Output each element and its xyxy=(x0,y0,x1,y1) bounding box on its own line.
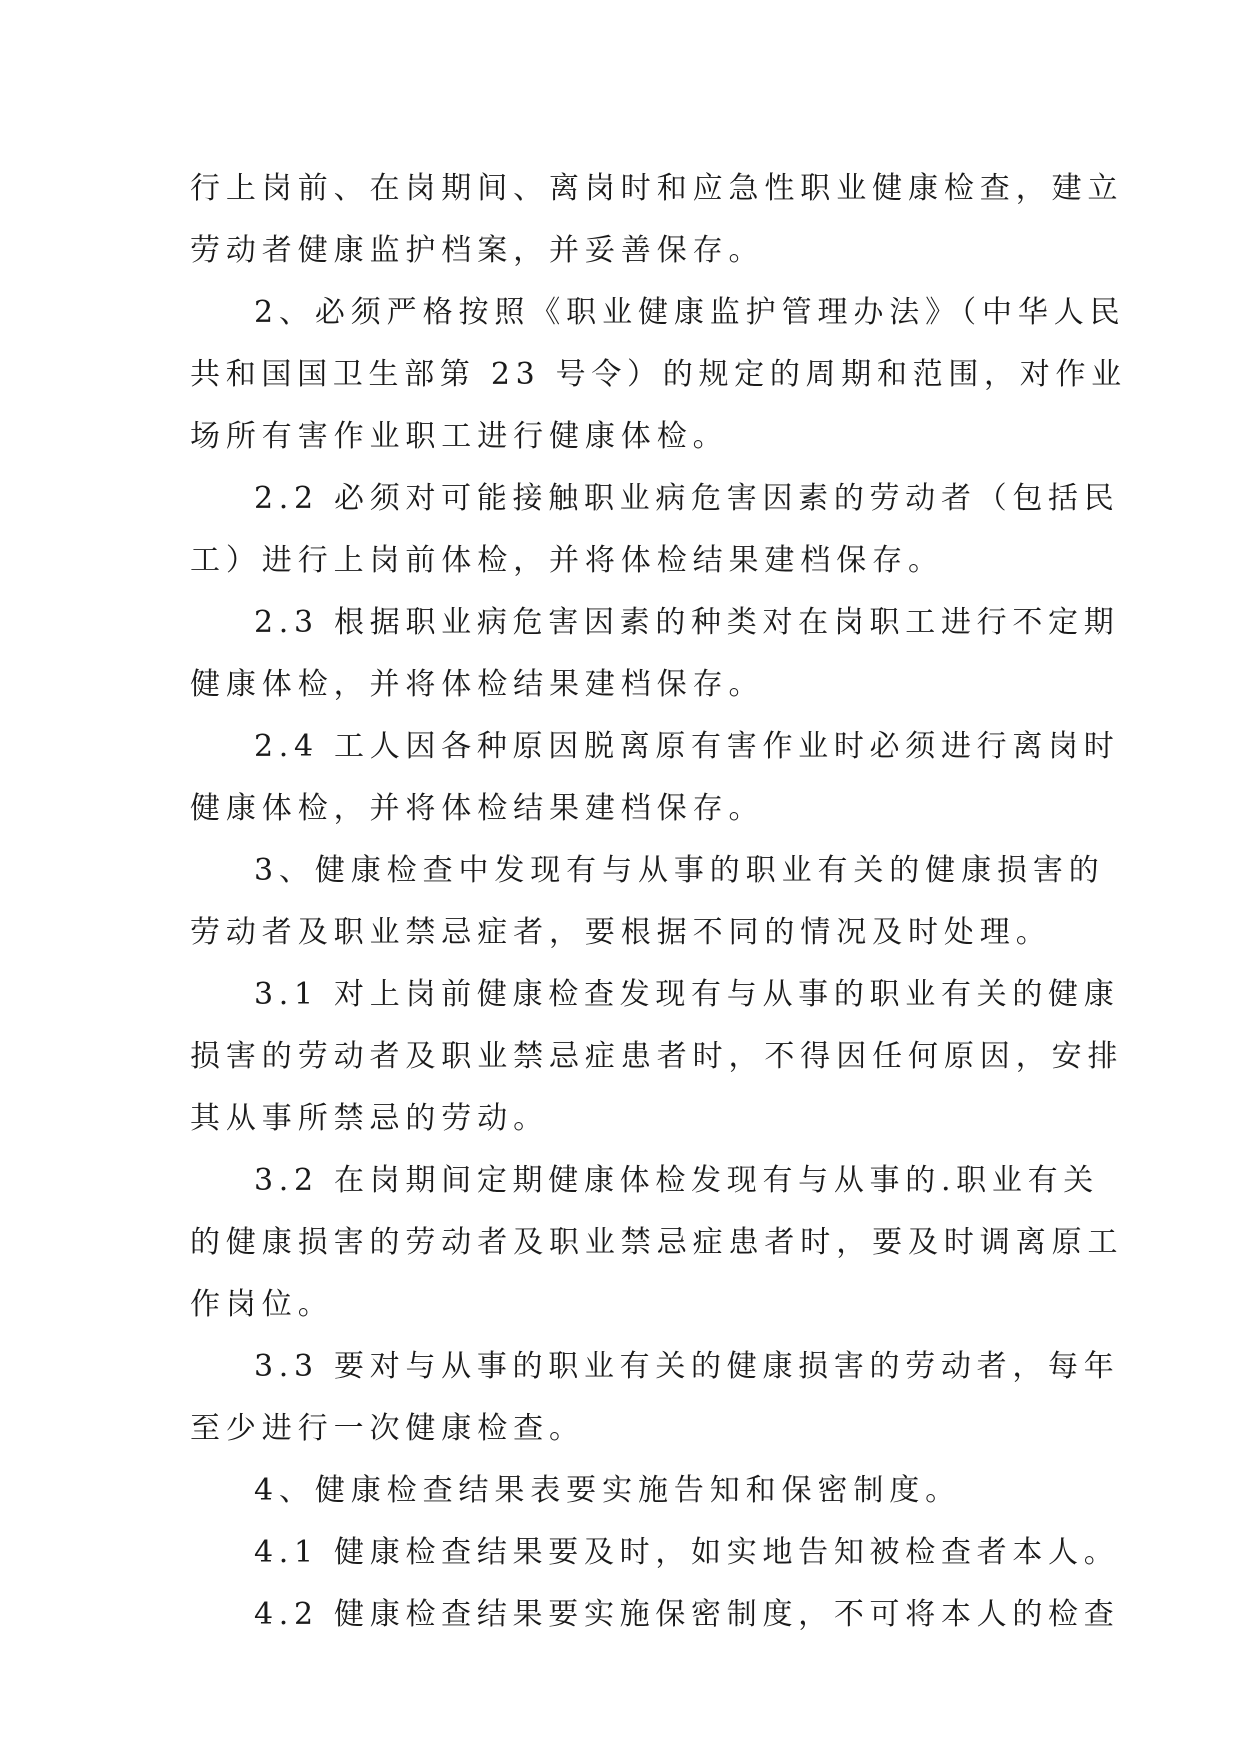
paragraph-start-line: 4.1 健康检查结果要及时，如实地告知被检查者本人。 xyxy=(254,1535,1120,1570)
text-line: 损害的劳动者及职业禁忌症患者时，不得因任何原因，安排 xyxy=(190,1039,1124,1074)
text-line: 劳动者及职业禁忌症者，要根据不同的情况及时处理。 xyxy=(190,915,1052,950)
paragraph-start-line: 3.1 对上岗前健康检查发现有与从事的职业有关的健康 xyxy=(254,977,1120,1012)
text-line: 场所有害作业职工进行健康体检。 xyxy=(190,419,729,454)
text-line: 其从事所禁忌的劳动。 xyxy=(190,1101,549,1136)
text-line: 健康体检，并将体检结果建档保存。 xyxy=(190,791,765,826)
text-line: 共和国国卫生部第 23 号令）的规定的周期和范围，对作业 xyxy=(190,357,1127,392)
text-line: 健康体检，并将体检结果建档保存。 xyxy=(190,667,765,702)
paragraph-start-line: 4、健康检查结果表要实施告知和保密制度。 xyxy=(254,1473,962,1508)
text-line: 行上岗前、在岗期间、离岗时和应急性职业健康检查，建立 xyxy=(190,171,1124,206)
paragraph-start-line: 3、健康检查中发现有与从事的职业有关的健康损害的 xyxy=(254,853,1105,888)
paragraph-start-line: 2、必须严格按照《职业健康监护管理办法》（中华人民 xyxy=(254,295,1126,330)
text-line: 至少进行一次健康检查。 xyxy=(190,1411,585,1446)
paragraph-start-line: 2.4 工人因各种原因脱离原有害作业时必须进行离岗时 xyxy=(254,729,1120,764)
text-line: 劳动者健康监护档案，并妥善保存。 xyxy=(190,233,765,268)
text-line: 作岗位。 xyxy=(190,1287,334,1322)
paragraph-start-line: 4.2 健康检查结果要实施保密制度，不可将本人的检查 xyxy=(254,1597,1120,1632)
paragraph-start-line: 2.2 必须对可能接触职业病危害因素的劳动者（包括民 xyxy=(254,481,1120,516)
paragraph-start-line: 2.3 根据职业病危害因素的种类对在岗职工进行不定期 xyxy=(254,605,1120,640)
text-line: 的健康损害的劳动者及职业禁忌症患者时，要及时调离原工 xyxy=(190,1225,1124,1260)
text-line: 工）进行上岗前体检，并将体检结果建档保存。 xyxy=(190,543,944,578)
document-body xyxy=(190,158,1127,1646)
paragraph-start-line: 3.3 要对与从事的职业有关的健康损害的劳动者，每年 xyxy=(254,1349,1120,1384)
paragraph-start-line: 3.2 在岗期间定期健康体检发现有与从事的.职业有关 xyxy=(254,1163,1099,1198)
